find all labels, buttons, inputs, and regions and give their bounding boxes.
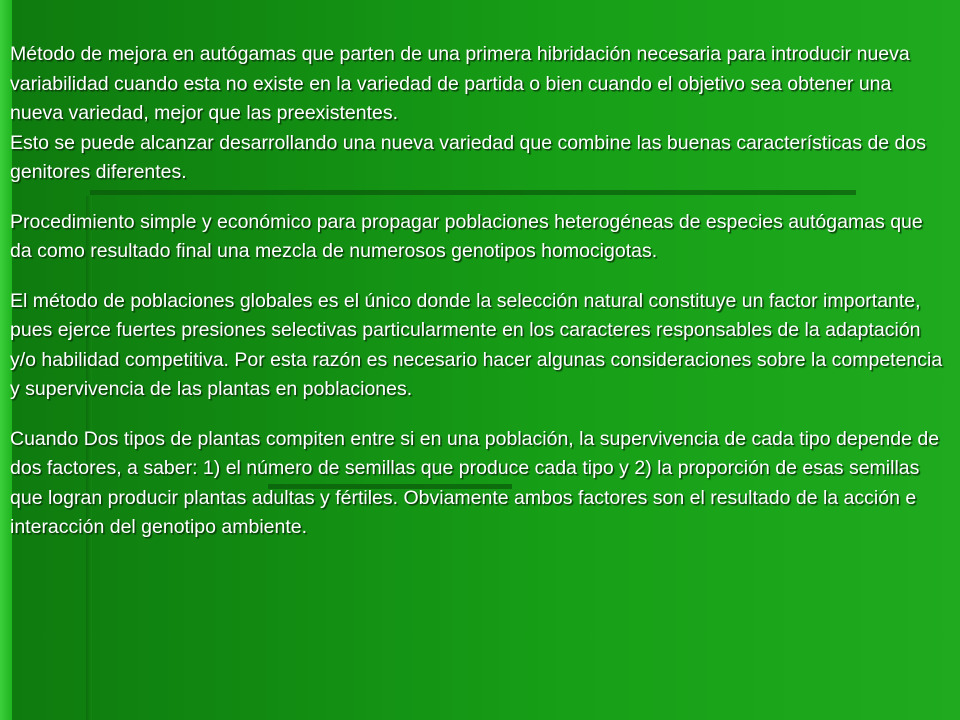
paragraph-4: El método de poblaciones globales es el único donde la selección natural constituye un factor importante, pues ejerce fuertes presiones selectivas particularmente en los caracteres responsables de la adaptación y/o habilidad competitiva. Por esta razón es necesario hacer algunas consideraciones sobre la competencia y supervivencia de las plantas en poblaciones. [10, 289, 943, 400]
slide-content [10, 40, 945, 543]
paragraph-1: Método de mejora en autógamas que parten de una primera hibridación necesaria para introducir nueva variabilidad cuando esta no existe en la variedad de partida o bien cuando el objetivo sea obtener una nueva variedad, mejor que las preexistentes. [10, 43, 910, 124]
paragraph-2: Esto se puede alcanzar desarrollando una nueva variedad que combine las buenas características de dos genitores diferentes. [10, 131, 926, 183]
paragraph-3: Procedimiento simple y económico para propagar poblaciones heterogéneas de especies autógamas que da como resultado final una mezcla de numerosos genotipos homocigotas. [10, 210, 923, 262]
paragraph-5: Cuando Dos tipos de plantas compiten entre si en una población, la supervivencia de cada tipo depende de dos factores, a saber: 1) el número de semillas que produce cada tipo y 2) la proporción de esas semillas que logran producir plantas adultas y fértiles. Obviamente ambos factores son el resultado de la acción e interacción del genotipo ambiente. [10, 427, 940, 538]
